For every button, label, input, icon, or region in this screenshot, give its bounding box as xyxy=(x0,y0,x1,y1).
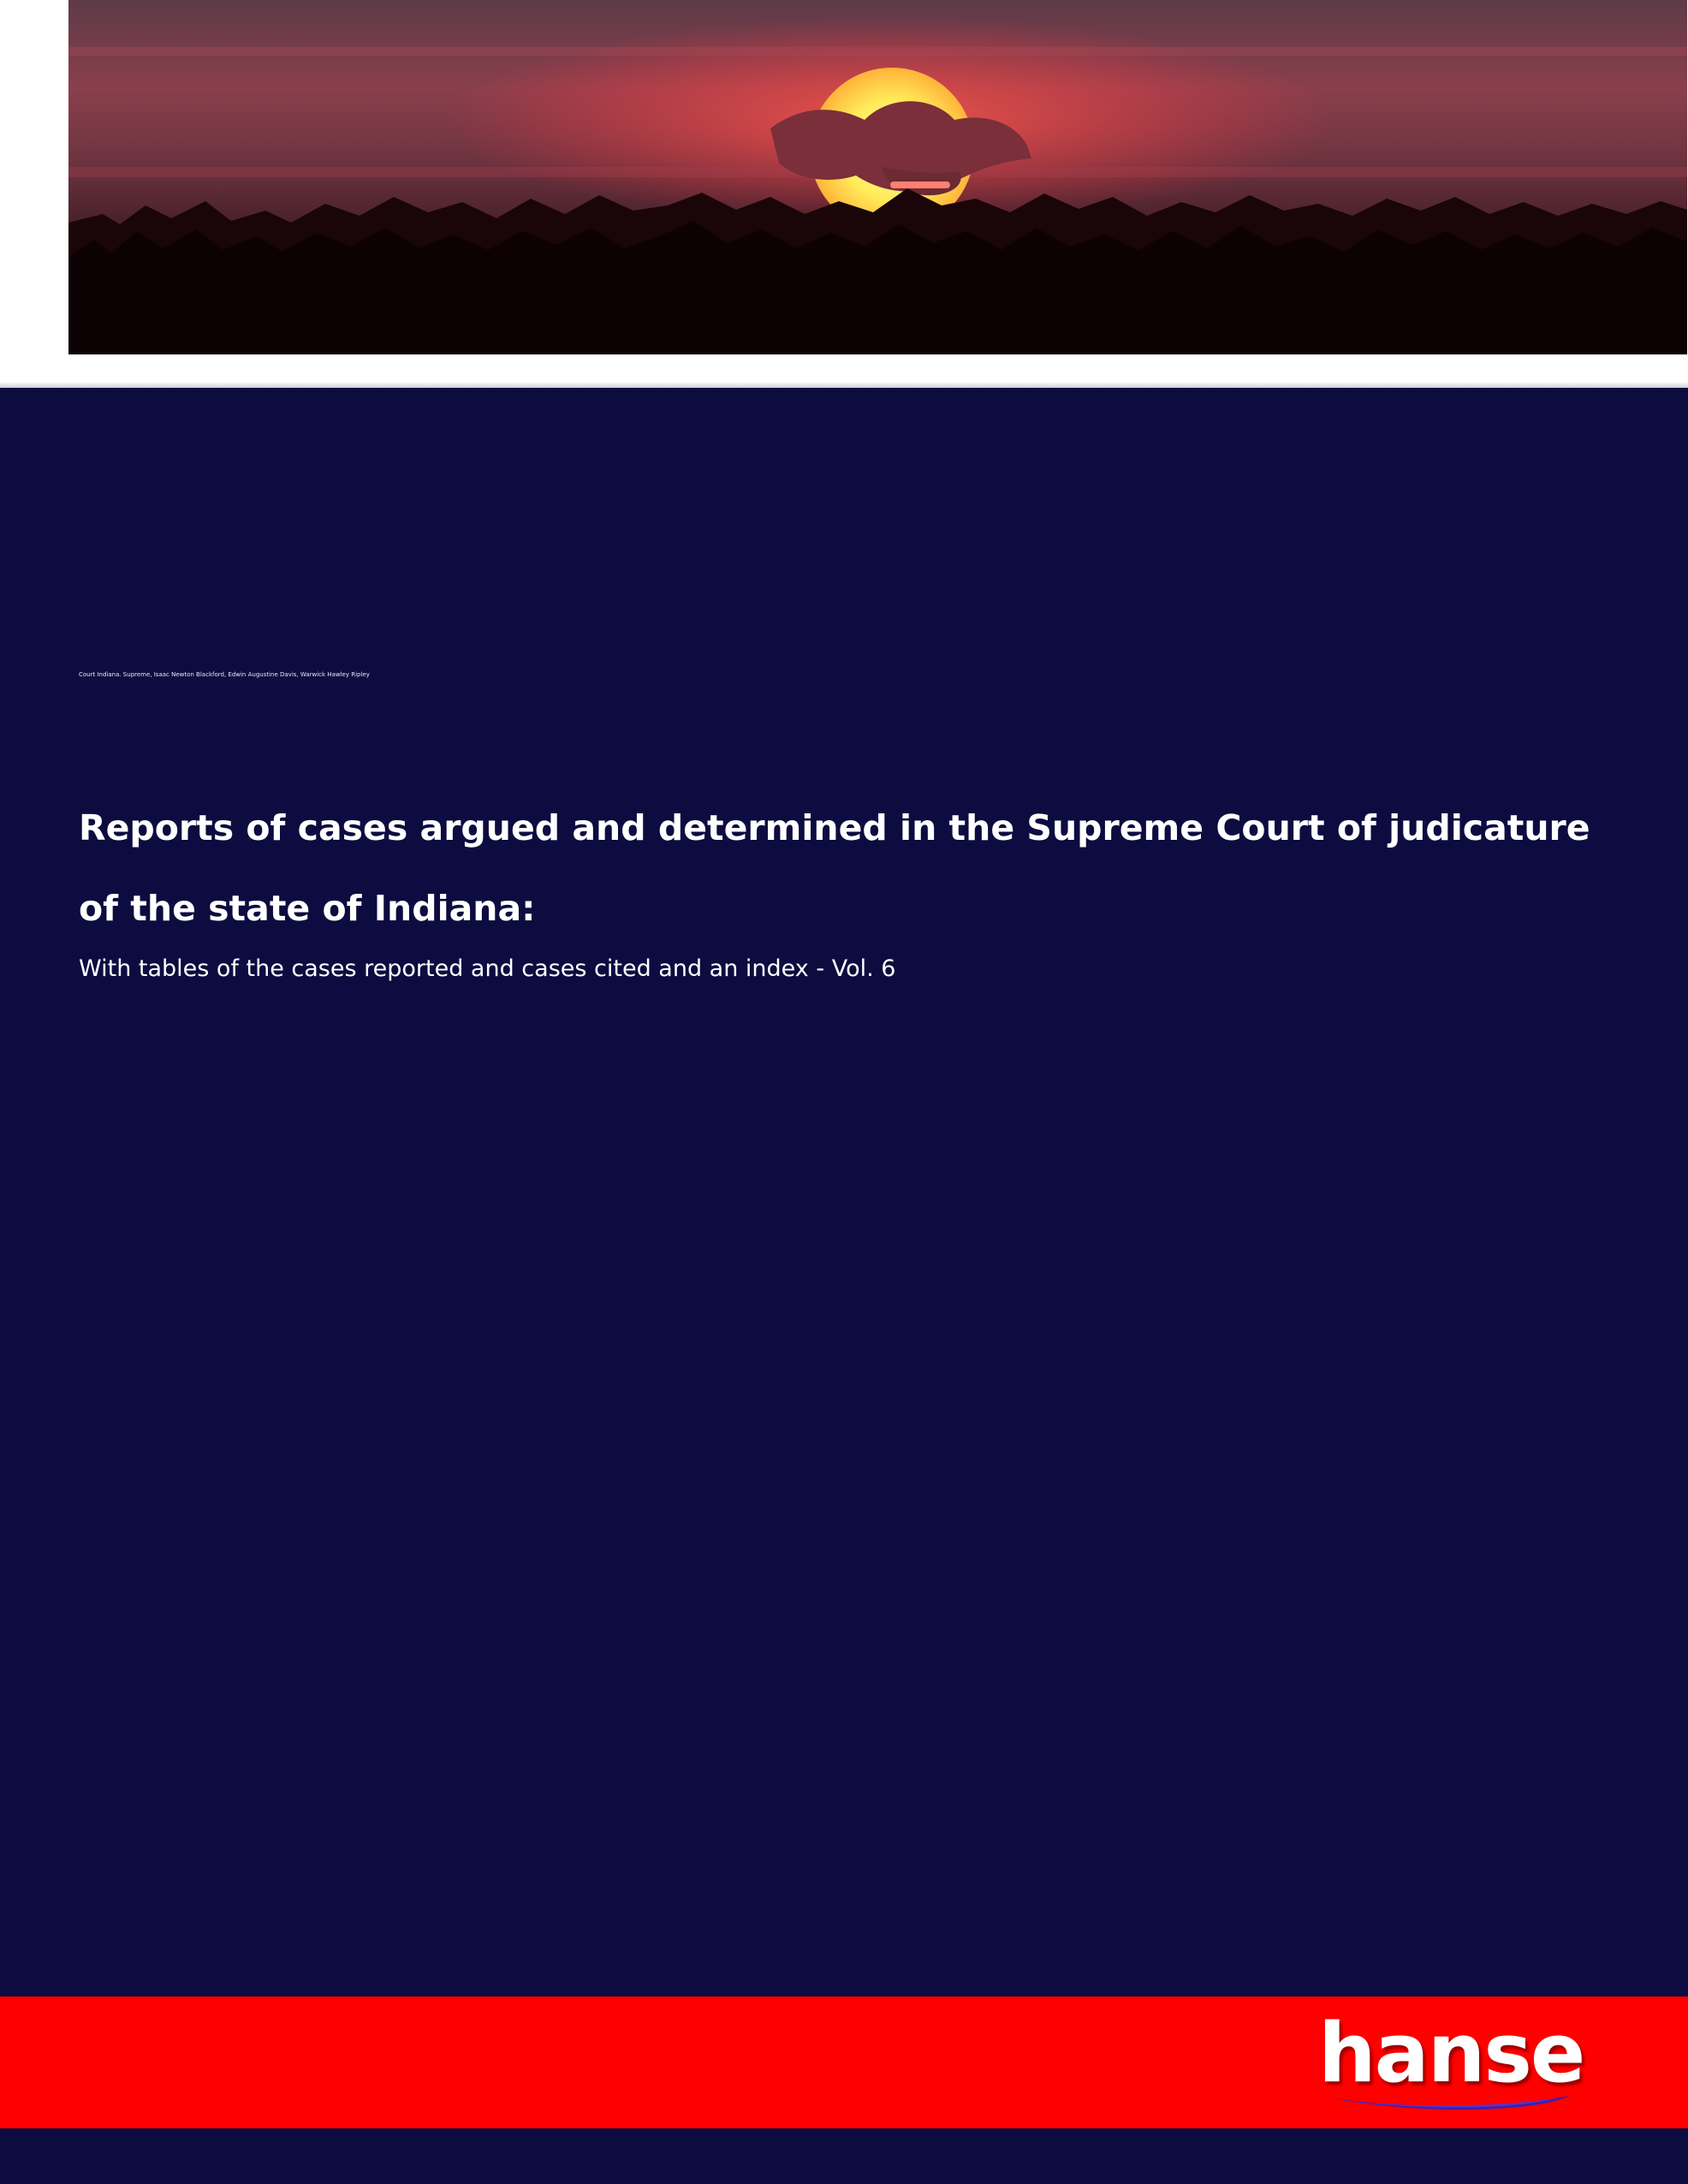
top-band xyxy=(0,0,1688,388)
sunset-photo-graphic xyxy=(68,0,1687,354)
book-title: Reports of cases argued and determined in the Supreme Court of judicature of the state of Indiana: xyxy=(79,807,1590,929)
top-band-shadow xyxy=(0,382,1688,388)
logo-swoosh-icon xyxy=(1325,2091,1573,2115)
publisher-logo-text: hanse xyxy=(1318,2007,1584,2101)
sunset-photo xyxy=(68,0,1687,354)
publisher-logo xyxy=(1318,2007,1584,2118)
book-subtitle: With tables of the cases reported and cases cited and an index - Vol. 6 xyxy=(79,955,896,982)
author-line: Court Indiana. Supreme, Isaac Newton Blackford, Edwin Augustine Davis, Warwick Hawley Ripley xyxy=(79,671,370,678)
